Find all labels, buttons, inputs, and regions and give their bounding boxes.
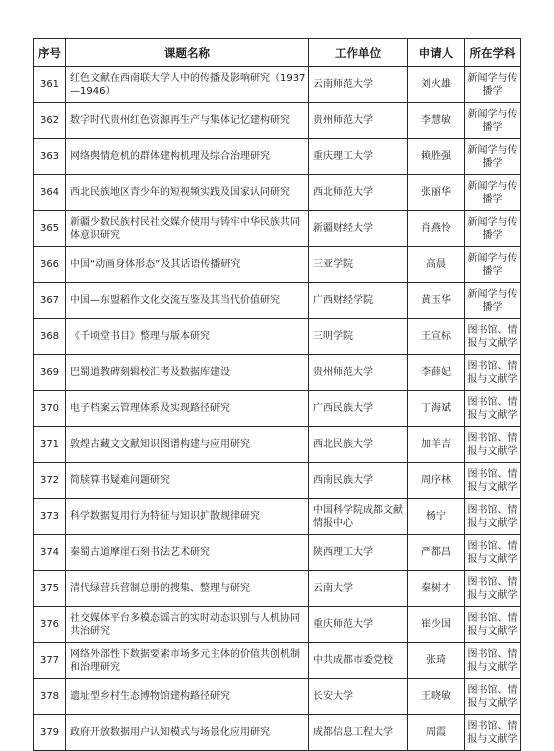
project-name-cell: 政府开放数据用户认知模式与场景化应用研究 (66, 715, 309, 751)
table-header-row (34, 39, 521, 67)
project-name-cell: 遗址型乡村生态博物馆建构路径研究 (66, 679, 309, 715)
work-unit-cell: 新疆财经大学 (309, 211, 408, 247)
discipline-cell: 图书馆、情报与文献学 (465, 463, 521, 499)
header-applicant: 申请人 (408, 39, 465, 67)
discipline-cell: 新闻学与传播学 (465, 211, 521, 247)
serial-no-cell: 366 (34, 247, 66, 283)
serial-no-cell: 377 (34, 643, 66, 679)
serial-no-cell: 372 (34, 463, 66, 499)
serial-no-cell: 362 (34, 103, 66, 139)
header-serial-no: 序号 (34, 39, 66, 67)
table-row (34, 391, 521, 427)
work-unit-cell: 重庆师范大学 (309, 607, 408, 643)
applicant-cell: 刘火雄 (408, 67, 465, 103)
table-row (34, 643, 521, 679)
work-unit-cell: 三亚学院 (309, 247, 408, 283)
project-name-cell: 西北民族地区青少年的短视频实践及国家认同研究 (66, 175, 309, 211)
applicant-cell: 高晨 (408, 247, 465, 283)
project-name-cell: 简牍算书疑难问题研究 (66, 463, 309, 499)
serial-no-cell: 373 (34, 499, 66, 535)
discipline-cell: 新闻学与传播学 (465, 103, 521, 139)
table-row (34, 283, 521, 319)
project-name-cell: 中国—东盟稻作文化交流互鉴及其当代价值研究 (66, 283, 309, 319)
project-name-cell: 秦蜀古道摩崖石刻书法艺术研究 (66, 535, 309, 571)
table-row (34, 211, 521, 247)
discipline-cell: 图书馆、情报与文献学 (465, 643, 521, 679)
serial-no-cell: 369 (34, 355, 66, 391)
project-name-cell: 敦煌古藏文文献知识图谱构建与应用研究 (66, 427, 309, 463)
work-unit-cell: 西北师范大学 (309, 175, 408, 211)
discipline-cell: 图书馆、情报与文献学 (465, 319, 521, 355)
discipline-cell: 图书馆、情报与文献学 (465, 715, 521, 751)
table-row (34, 355, 521, 391)
serial-no-cell: 361 (34, 67, 66, 103)
work-unit-cell: 成都信息工程大学 (309, 715, 408, 751)
discipline-cell: 图书馆、情报与文献学 (465, 607, 521, 643)
serial-no-cell: 374 (34, 535, 66, 571)
discipline-cell: 图书馆、情报与文献学 (465, 535, 521, 571)
work-unit-cell: 贵州师范大学 (309, 355, 408, 391)
applicant-cell: 丁海斌 (408, 391, 465, 427)
serial-no-cell: 365 (34, 211, 66, 247)
project-list-table (33, 38, 521, 751)
serial-no-cell: 378 (34, 679, 66, 715)
work-unit-cell: 云南大学 (309, 571, 408, 607)
work-unit-cell: 西北民族大学 (309, 427, 408, 463)
applicant-cell: 张琦 (408, 643, 465, 679)
work-unit-cell: 广西财经学院 (309, 283, 408, 319)
applicant-cell: 周序林 (408, 463, 465, 499)
work-unit-cell: 中共成都市委党校 (309, 643, 408, 679)
work-unit-cell: 云南师范大学 (309, 67, 408, 103)
project-name-cell: 红色文献在西南联大学人中的传播及影响研究（1937—1946） (66, 67, 309, 103)
applicant-cell: 秦树才 (408, 571, 465, 607)
table-row (34, 247, 521, 283)
discipline-cell: 新闻学与传播学 (465, 139, 521, 175)
applicant-cell: 李薛妃 (408, 355, 465, 391)
table-row (34, 499, 521, 535)
discipline-cell: 图书馆、情报与文献学 (465, 391, 521, 427)
table-row (34, 715, 521, 751)
applicant-cell: 张丽华 (408, 175, 465, 211)
header-work-unit: 工作单位 (309, 39, 408, 67)
applicant-cell: 李慧敏 (408, 103, 465, 139)
applicant-cell: 加羊吉 (408, 427, 465, 463)
table-row (34, 175, 521, 211)
project-name-cell: 网络舆情危机的群体建构机理及综合治理研究 (66, 139, 309, 175)
header-project-name: 课题名称 (66, 39, 309, 67)
applicant-cell: 严都昌 (408, 535, 465, 571)
project-name-cell: 数字时代贵州红色资源再生产与集体记忆建构研究 (66, 103, 309, 139)
serial-no-cell: 375 (34, 571, 66, 607)
work-unit-cell: 长安大学 (309, 679, 408, 715)
applicant-cell: 周霞 (408, 715, 465, 751)
serial-no-cell: 370 (34, 391, 66, 427)
project-name-cell: 网络外部性下数据要素市场多元主体的价值共创机制和治理研究 (66, 643, 309, 679)
serial-no-cell: 364 (34, 175, 66, 211)
project-name-cell: 科学数据复用行为特征与知识扩散规律研究 (66, 499, 309, 535)
project-name-cell: 新疆少数民族村民社交媒介使用与铸牢中华民族共同体意识研究 (66, 211, 309, 247)
serial-no-cell: 379 (34, 715, 66, 751)
work-unit-cell: 广西民族大学 (309, 391, 408, 427)
discipline-cell: 新闻学与传播学 (465, 247, 521, 283)
discipline-cell: 图书馆、情报与文献学 (465, 571, 521, 607)
work-unit-cell: 西南民族大学 (309, 463, 408, 499)
table-row (34, 607, 521, 643)
table-row (34, 535, 521, 571)
table-row (34, 67, 521, 103)
applicant-cell: 王晓敏 (408, 679, 465, 715)
project-name-cell: 中国“动画身体形态”及其话语传播研究 (66, 247, 309, 283)
discipline-cell: 图书馆、情报与文献学 (465, 355, 521, 391)
discipline-cell: 新闻学与传播学 (465, 67, 521, 103)
serial-no-cell: 367 (34, 283, 66, 319)
serial-no-cell: 363 (34, 139, 66, 175)
project-name-cell: 《千顷堂书目》整理与版本研究 (66, 319, 309, 355)
applicant-cell: 杨宁 (408, 499, 465, 535)
table-row (34, 679, 521, 715)
header-discipline: 所在学科 (465, 39, 521, 67)
table-row (34, 103, 521, 139)
table-row (34, 427, 521, 463)
table-row (34, 571, 521, 607)
project-name-cell: 巴蜀道教碑刻辑校汇考及数据库建设 (66, 355, 309, 391)
applicant-cell: 王宣标 (408, 319, 465, 355)
discipline-cell: 图书馆、情报与文献学 (465, 679, 521, 715)
serial-no-cell: 371 (34, 427, 66, 463)
table-row (34, 139, 521, 175)
project-name-cell: 电子档案云管理体系及实现路径研究 (66, 391, 309, 427)
table-row (34, 319, 521, 355)
work-unit-cell: 中国科学院成都文献情报中心 (309, 499, 408, 535)
discipline-cell: 图书馆、情报与文献学 (465, 427, 521, 463)
discipline-cell: 新闻学与传播学 (465, 283, 521, 319)
table-row (34, 463, 521, 499)
work-unit-cell: 重庆理工大学 (309, 139, 408, 175)
work-unit-cell: 三明学院 (309, 319, 408, 355)
discipline-cell: 图书馆、情报与文献学 (465, 499, 521, 535)
applicant-cell: 赖胜强 (408, 139, 465, 175)
project-name-cell: 社交媒体平台多模态谣言的实时动态识别与人机协同共治研究 (66, 607, 309, 643)
discipline-cell: 新闻学与传播学 (465, 175, 521, 211)
applicant-cell: 肖燕怜 (408, 211, 465, 247)
serial-no-cell: 376 (34, 607, 66, 643)
serial-no-cell: 368 (34, 319, 66, 355)
applicant-cell: 黄玉华 (408, 283, 465, 319)
work-unit-cell: 贵州师范大学 (309, 103, 408, 139)
applicant-cell: 崔少国 (408, 607, 465, 643)
project-name-cell: 清代绿营兵营制总册的搜集、整理与研究 (66, 571, 309, 607)
work-unit-cell: 陕西理工大学 (309, 535, 408, 571)
